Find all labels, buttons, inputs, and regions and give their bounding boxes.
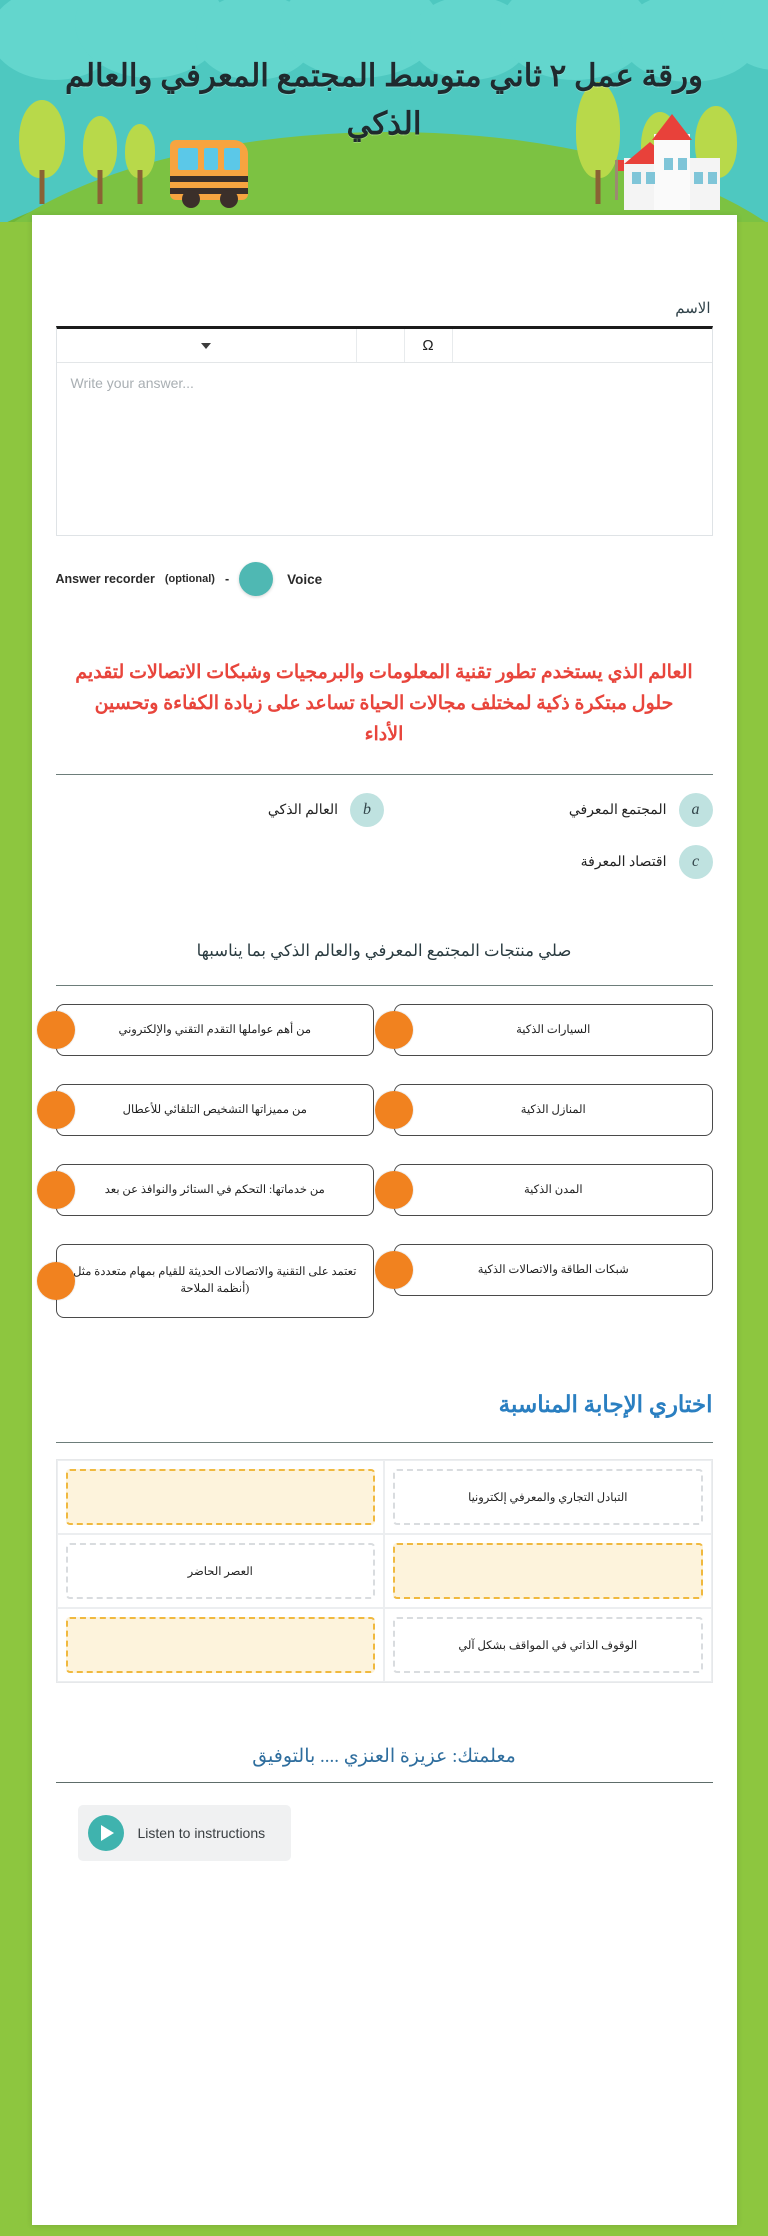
flag-icon [615,160,618,200]
matching-item[interactable] [56,1244,375,1318]
dropzone-table [56,1459,713,1683]
choice-letter-bubble: c [679,845,713,879]
editor-toolbar[interactable] [57,329,712,363]
listen-to-instructions-button[interactable] [78,1805,292,1861]
recorder-optional-label: (optional) [164,573,215,585]
recorder-label: Answer recorder [55,572,155,586]
matching-label: السيارات الذكية [394,1004,713,1056]
font-dropdown[interactable] [57,329,357,362]
matching-label: من أهم عواملها التقدم التقني والإلكتروني [56,1004,375,1056]
matching-item[interactable] [56,1004,375,1056]
answer-recorder-row [56,562,713,596]
table-row [57,1460,712,1534]
choice-letter-bubble: b [350,793,384,827]
dropzone-empty[interactable] [393,1543,703,1599]
matching-item[interactable] [56,1084,375,1136]
dropzone-empty[interactable] [66,1617,376,1673]
worksheet-sheet [32,215,737,2225]
choice-option-c[interactable] [384,845,713,879]
choice-option-b[interactable] [56,793,385,827]
voice-label: Voice [287,571,323,587]
dropzone-filled[interactable]: التبادل التجاري والمعرفي إلكترونيا [393,1469,703,1525]
choice-letter-bubble: a [679,793,713,827]
connector-dot[interactable] [37,1262,75,1300]
matching-right-column [384,1004,713,1318]
answer-choices [56,793,713,897]
choice-label: المجتمع المعرفي [568,802,667,818]
matching-label: من مميزاتها التشخيص التلقائي للأعطال [56,1084,375,1136]
listen-button-label: Listen to instructions [137,1825,266,1842]
choose-answer-title: اختاري الإجابة المناسبة [498,1392,713,1418]
connector-dot[interactable] [37,1011,75,1049]
dropzone-cell[interactable] [57,1534,385,1608]
dropzone-cell[interactable] [384,1460,712,1534]
name-field-label: الاسم [675,301,711,317]
recorder-dash: - [224,572,230,586]
dropzone-filled[interactable]: العصر الحاضر [66,1543,376,1599]
choice-option-a[interactable] [384,793,713,827]
matching-grid [56,1004,713,1318]
divider [56,985,713,986]
matching-item[interactable] [394,1164,713,1216]
dropzone-cell[interactable] [57,1608,385,1682]
dropzone-empty[interactable] [66,1469,376,1525]
choice-label: اقتصاد المعرفة [580,854,667,870]
dropzone-filled[interactable]: الوقوف الذاتي في المواقف بشكل آلي [393,1617,703,1673]
page-title: ورقة عمل ٢ ثاني متوسط المجتمع المعرفي والعالم الذكي [64,58,704,142]
toolbar-spacer [357,329,405,362]
rich-text-editor[interactable] [56,326,713,536]
matching-label: المدن الذكية [394,1164,713,1216]
header-banner [0,0,768,222]
matching-label: من خدماتها: التحكم في الستائر والنوافذ عن بعد [56,1164,375,1216]
connector-dot[interactable] [37,1171,75,1209]
teacher-signature: معلمتك: عزيزة العنزي .... بالتوفيق [252,1746,516,1768]
special-character-button[interactable]: Ω [405,329,453,362]
dropzone-cell[interactable] [384,1608,712,1682]
matching-item[interactable] [394,1004,713,1056]
record-button[interactable] [239,562,273,596]
choice-label: العالم الذكي [267,802,338,818]
matching-label: شبكات الطاقة والاتصالات الذكية [394,1244,713,1296]
divider [56,1442,713,1443]
connector-dot[interactable] [37,1091,75,1129]
table-row [57,1534,712,1608]
matching-item[interactable] [394,1244,713,1296]
play-icon [88,1815,124,1851]
chevron-down-icon [201,343,211,349]
toolbar-overflow [453,329,712,362]
table-row [57,1608,712,1682]
name-answer-input[interactable]: Write your answer... [70,375,194,391]
divider [56,1782,713,1783]
divider [56,774,713,775]
matching-label: تعتمد على التقنية والاتصالات الحديثة للقيام بمهام متعددة مثل (أنظمة الملاحة [56,1244,375,1318]
dropzone-cell[interactable] [384,1534,712,1608]
question-text: العالم الذي يستخدم تطور تقنية المعلومات والبرمجيات وشبكات الاتصالات لتقديم حلول مبتكرة ذكية لمختلف مجالات الحياة تساعد على زيادة الكفاءة وتحسين الأداء [75,662,693,745]
matching-item[interactable] [56,1164,375,1216]
matching-item[interactable] [394,1084,713,1136]
school-bus-icon [170,140,248,200]
matching-left-column [56,1004,385,1318]
matching-instruction: صلي منتجات المجتمع المعرفي والعالم الذكي بما يناسبها [196,941,572,961]
dropzone-cell[interactable] [57,1460,385,1534]
matching-label: المنازل الذكية [394,1084,713,1136]
